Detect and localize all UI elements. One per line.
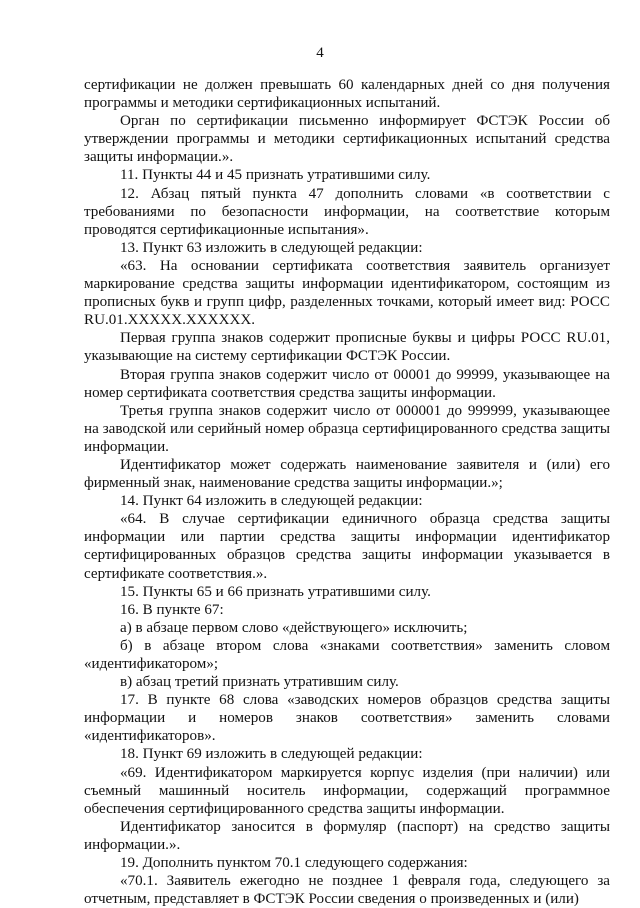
paragraph: 14. Пункт 64 изложить в следующей редакции: [120, 493, 423, 510]
paragraph: «69. Идентификатором маркируется корпус изделия (при наличии) или съемный машинный носитель информации, содержащий программное обеспечения сертифицированного средства защиты информации. [84, 764, 610, 817]
paragraph: Орган по сертификации письменно информирует ФСТЭК России об утверждении программы и методики сертификационных испытаний средства защиты информации.». [84, 113, 610, 166]
paragraph: 15. Пункты 65 и 66 признать утратившими силу. [120, 583, 431, 600]
paragraph: 18. Пункт 69 изложить в следующей редакции: [120, 746, 423, 763]
paragraph-continuation: сертификации не должен превышать 60 календарных дней со дня получения программы и методики сертификационных испытаний. [84, 77, 610, 112]
paragraph: «64. В случае сертификации единичного образца средства защиты информации или партии средства защиты информации идентификатор сертифицированных образцов средства защиты информации указывается в сертификате соответствия.». [84, 511, 610, 582]
page-number: 4 [316, 45, 324, 61]
paragraph: 17. В пункте 68 слова «заводских номеров образцов средства защиты информации и номеров знаков соответствия» заменить словами «идентификаторов». [84, 692, 610, 745]
paragraph: 11. Пункты 44 и 45 признать утратившими силу. [120, 167, 431, 184]
paragraph: а) в абзаце первом слово «действующего» исключить; [120, 619, 468, 636]
paragraph: в) абзац третий признать утратившим силу. [120, 674, 399, 691]
paragraph: 12. Абзац пятый пункта 47 дополнить словами «в соответствии с требованиями по безопасности информации, на соответствие которым проводятся сертификационные испытания». [84, 185, 610, 238]
paragraph: «70.1. Заявитель ежегодно не позднее 1 февраля года, следующего за отчетным, представляет в ФСТЭК России сведения о произведенных и (или) [84, 873, 610, 908]
paragraph: Идентификатор может содержать наименование заявителя и (или) его фирменный знак, наименование средства защиты информации.»; [84, 456, 610, 492]
paragraph: б) в абзаце втором слова «знаками соответствия» заменить словом «идентификатором»; [84, 637, 610, 672]
paragraph: 16. В пункте 67: [120, 601, 224, 618]
paragraph: 19. Дополнить пунктом 70.1 следующего содержания: [120, 855, 468, 872]
paragraph: «63. На основании сертификата соответствия заявитель организует маркирование средства защиты информации идентификатором, состоящим из прописных букв и групп цифр, разделенных точками, который имеет вид: РОСС RU.01.XXXXX.XXXXXX. [84, 257, 610, 329]
paragraph: Вторая группа знаков содержит число от 00001 до 99999, указывающее на номер сертификата соответствия средства защиты информации. [84, 366, 610, 401]
paragraph: 13. Пункт 63 изложить в следующей редакции: [120, 239, 423, 256]
paragraph: Идентификатор заносится в формуляр (паспорт) на средство защиты информации.». [84, 818, 610, 853]
paragraph: Первая группа знаков содержит прописные буквы и цифры РОСС RU.01, указывающие на систему сертификации ФСТЭК России. [84, 330, 610, 365]
document-body [84, 76, 610, 908]
paragraph: Третья группа знаков содержит число от 000001 до 999999, указывающее на заводской или серийный номер образца сертифицированного средства защиты информации. [84, 402, 610, 455]
